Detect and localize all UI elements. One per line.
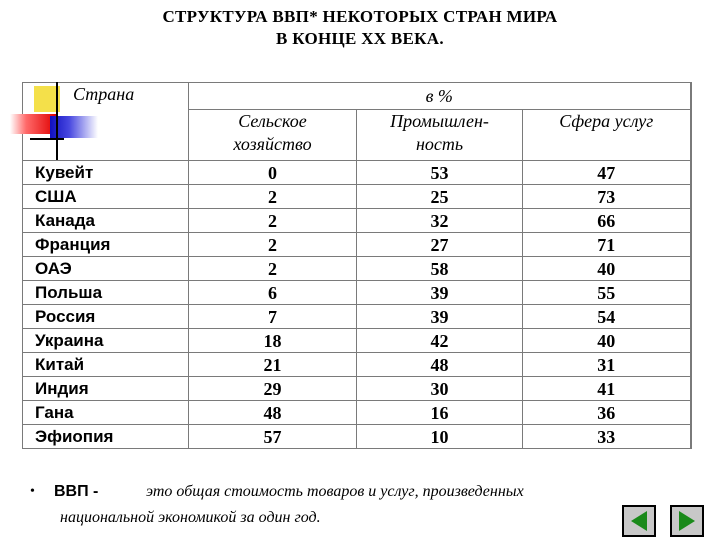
col-header-industry-line1: Промышлен- (357, 110, 523, 136)
services-value-cell: 47 (523, 161, 691, 185)
agriculture-value-cell: 2 (189, 185, 357, 209)
country-header: Страна (23, 83, 189, 110)
industry-value-cell: 48 (357, 353, 523, 377)
table-row (23, 401, 691, 425)
gdp-structure-table (22, 82, 692, 449)
footnote-definition-line-1: это общая стоимость товаров и услуг, произведенных (146, 483, 524, 500)
services-value-cell: 55 (523, 281, 691, 305)
header-row (23, 83, 691, 110)
agriculture-value-cell: 21 (189, 353, 357, 377)
agriculture-value-cell: 57 (189, 425, 357, 449)
services-value-cell: 73 (523, 185, 691, 209)
services-value-cell: 66 (523, 209, 691, 233)
industry-value-cell: 25 (357, 185, 523, 209)
col-header-services-line2 (523, 135, 691, 161)
services-value-cell: 33 (523, 425, 691, 449)
services-value-cell: 36 (523, 401, 691, 425)
column-header-row (23, 110, 691, 136)
decorative-logo (10, 82, 98, 162)
services-value-cell: 54 (523, 305, 691, 329)
triangle-right-icon (675, 509, 699, 533)
table-row (23, 305, 691, 329)
industry-value-cell: 39 (357, 281, 523, 305)
agriculture-value-cell: 29 (189, 377, 357, 401)
table-row (23, 185, 691, 209)
country-cell: Кувейт (23, 161, 189, 185)
table-row (23, 425, 691, 449)
previous-slide-button[interactable] (622, 505, 656, 537)
agriculture-value-cell: 0 (189, 161, 357, 185)
table-row (23, 353, 691, 377)
agriculture-value-cell: 48 (189, 401, 357, 425)
slide-title (0, 6, 720, 50)
country-cell: Гана (23, 401, 189, 425)
industry-value-cell: 10 (357, 425, 523, 449)
logo-vertical-line (56, 82, 58, 160)
agriculture-value-cell: 7 (189, 305, 357, 329)
services-value-cell: 71 (523, 233, 691, 257)
footnote-term: ВВП - (54, 483, 99, 500)
triangle-left-icon (627, 509, 651, 533)
col-header-services-line1: Сфера услуг (523, 110, 691, 136)
table-row (23, 233, 691, 257)
agriculture-value-cell: 18 (189, 329, 357, 353)
country-cell: Россия (23, 305, 189, 329)
country-cell: Франция (23, 233, 189, 257)
agriculture-value-cell: 2 (189, 209, 357, 233)
bullet-icon: • (30, 484, 35, 499)
table-row (23, 281, 691, 305)
country-cell: Польша (23, 281, 189, 305)
industry-value-cell: 30 (357, 377, 523, 401)
logo-horizontal-line (30, 138, 64, 140)
country-cell: Эфиопия (23, 425, 189, 449)
agriculture-value-cell: 6 (189, 281, 357, 305)
table-row (23, 161, 691, 185)
table-row (23, 209, 691, 233)
country-cell: Украина (23, 329, 189, 353)
industry-value-cell: 58 (357, 257, 523, 281)
table-row (23, 257, 691, 281)
col-header-agriculture-line1: Сельское (189, 110, 357, 136)
services-value-cell: 41 (523, 377, 691, 401)
table-row (23, 377, 691, 401)
unit-header: в % (189, 83, 691, 110)
country-cell: США (23, 185, 189, 209)
country-cell: ОАЭ (23, 257, 189, 281)
agriculture-value-cell: 2 (189, 257, 357, 281)
industry-value-cell: 42 (357, 329, 523, 353)
country-cell: Китай (23, 353, 189, 377)
table-row (23, 329, 691, 353)
industry-value-cell: 27 (357, 233, 523, 257)
industry-value-cell: 53 (357, 161, 523, 185)
country-cell: Индия (23, 377, 189, 401)
services-value-cell: 40 (523, 257, 691, 281)
industry-value-cell: 39 (357, 305, 523, 329)
services-value-cell: 31 (523, 353, 691, 377)
next-slide-button[interactable] (670, 505, 704, 537)
services-value-cell: 40 (523, 329, 691, 353)
title-line-2: В КОНЦЕ XX ВЕКА. (276, 29, 444, 48)
footnote-definition-line-2: национальной экономикой за один год. (60, 509, 321, 526)
title-line-1: СТРУКТУРА ВВП* НЕКОТОРЫХ СТРАН МИРА (162, 7, 558, 26)
industry-value-cell: 32 (357, 209, 523, 233)
col-header-industry-line2: ность (357, 135, 523, 161)
column-header-row-2 (23, 135, 691, 161)
agriculture-value-cell: 2 (189, 233, 357, 257)
col-header-agriculture-line2: хозяйство (189, 135, 357, 161)
industry-value-cell: 16 (357, 401, 523, 425)
country-cell: Канада (23, 209, 189, 233)
